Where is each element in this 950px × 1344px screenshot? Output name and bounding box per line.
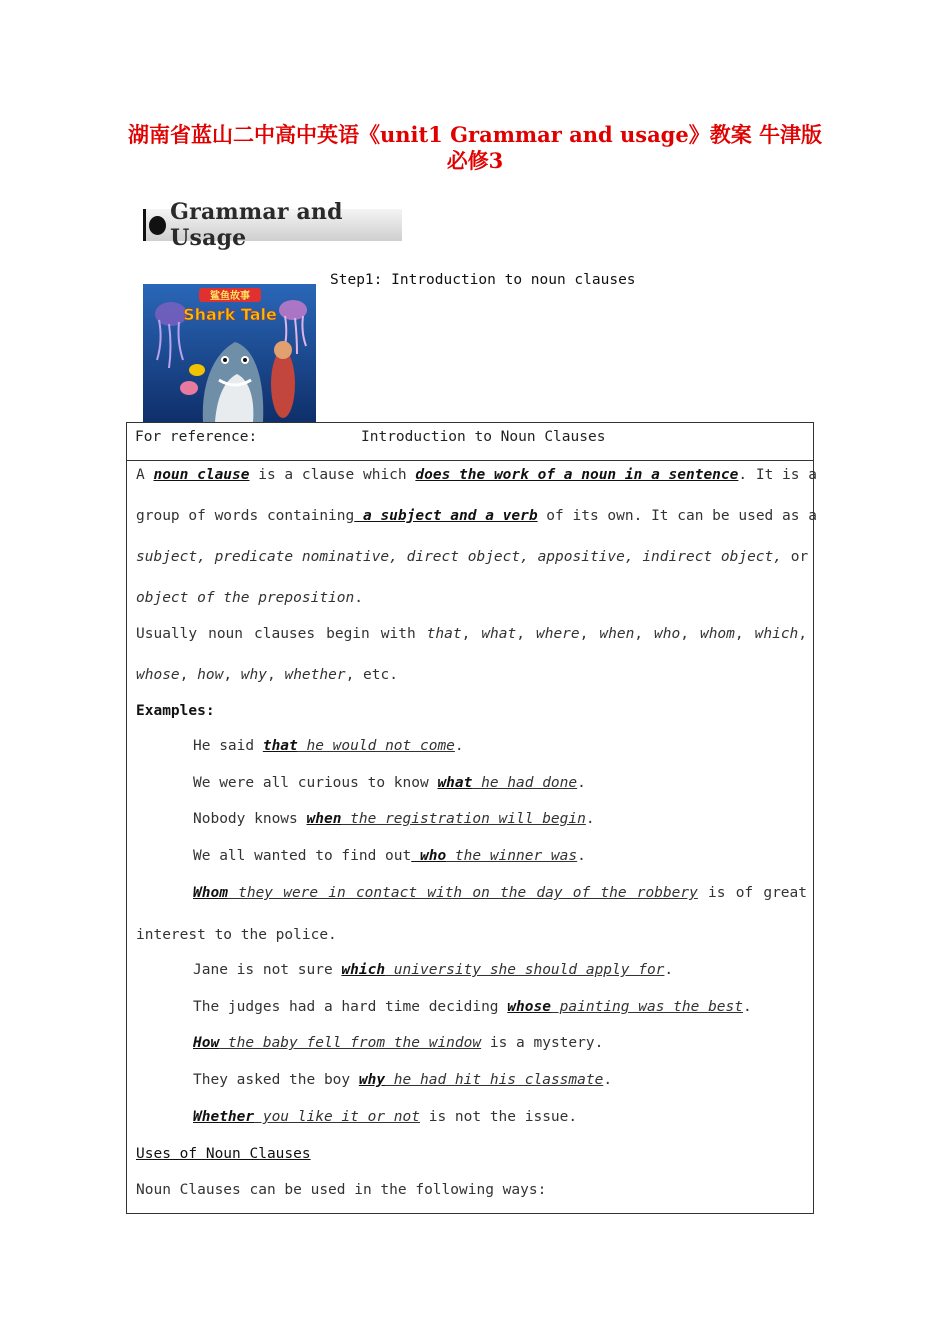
- comma: ,: [516, 626, 536, 642]
- example-6: [193, 999, 807, 1015]
- comma: ,: [634, 626, 655, 642]
- usually-line-1: [136, 626, 807, 642]
- def-text: group of words containing: [136, 508, 355, 524]
- def-text: .: [354, 590, 363, 606]
- example-3: [193, 848, 807, 864]
- word-whose: whose: [136, 667, 180, 683]
- example-clause: they were in contact with on the day of the robbery: [227, 885, 698, 901]
- example-1: [193, 775, 807, 791]
- example-text: is a mystery.: [481, 1035, 604, 1051]
- example-clause: the winner was: [446, 848, 578, 864]
- word-how: how: [197, 667, 224, 683]
- def-keyword-work-of-noun: does the work of a noun in a sentence: [415, 467, 739, 483]
- def-text: . It is a: [738, 467, 817, 483]
- example-0: [193, 738, 807, 754]
- comma: ,: [579, 626, 600, 642]
- example-text: Nobody knows: [193, 811, 307, 827]
- reference-header: [127, 423, 813, 461]
- example-text: He said: [193, 738, 263, 754]
- example-clause: he had done: [472, 775, 578, 791]
- def-text: A: [136, 467, 154, 483]
- document-title: [120, 122, 830, 174]
- example-text: is of great: [697, 885, 807, 901]
- example-text: is not the issue.: [419, 1109, 578, 1125]
- example-5: [193, 962, 807, 978]
- example-9: [193, 1109, 807, 1125]
- def-functions-list: subject, predicate nominative, direct object, appositive, indirect object,: [136, 549, 783, 565]
- word-that: that: [426, 626, 462, 642]
- def-keyword-noun-clause: noun clause: [153, 467, 250, 483]
- example-4-continuation: interest to the police.: [136, 927, 337, 943]
- example-keyword: that: [262, 738, 298, 754]
- step1-heading: Step1: Introduction to noun clauses: [330, 272, 636, 288]
- uses-title: Uses of Noun Clauses: [136, 1146, 311, 1162]
- def-text: of its own. It can be used as a: [537, 508, 817, 524]
- example-text: .: [743, 999, 752, 1015]
- comma: ,: [798, 626, 808, 642]
- comma: ,: [223, 667, 241, 683]
- reference-label: For reference:: [135, 429, 258, 445]
- shark-tale-poster: [143, 284, 316, 422]
- example-clause: you like it or not: [254, 1109, 420, 1125]
- example-8: [193, 1072, 807, 1088]
- word-who: who: [654, 626, 681, 642]
- word-why: why: [240, 667, 267, 683]
- comma: ,: [734, 626, 755, 642]
- word-which: which: [754, 626, 799, 642]
- word-whether: whether: [284, 667, 346, 683]
- example-text: .: [577, 848, 586, 864]
- example-keyword: when: [306, 811, 342, 827]
- example-keyword: whose: [507, 999, 551, 1015]
- example-text: The judges had a hard time deciding: [193, 999, 508, 1015]
- example-keyword: which: [341, 962, 386, 978]
- poster-caption-en: Shark Tale: [183, 305, 277, 324]
- uses-text: Noun Clauses can be used in the following ways:: [136, 1182, 547, 1198]
- poster-caption-cn: 鲨鱼故事: [210, 291, 250, 302]
- example-text: They asked the boy: [193, 1072, 359, 1088]
- example-7: [193, 1035, 807, 1051]
- example-keyword: what: [437, 775, 473, 791]
- reference-box: [126, 422, 817, 1214]
- example-clause: university she should apply for: [385, 962, 665, 978]
- example-keyword: How: [193, 1035, 220, 1051]
- example-keyword: why: [358, 1072, 386, 1088]
- usually-end: , etc.: [345, 667, 398, 683]
- example-text: .: [603, 1072, 613, 1088]
- example-keyword: Whom: [193, 885, 228, 901]
- def-object-of-preposition: object of the preposition: [136, 590, 355, 606]
- word-whom: whom: [699, 626, 735, 642]
- reference-title: Introduction to Noun Clauses: [361, 429, 606, 445]
- comma: ,: [461, 626, 482, 642]
- usually-line-2: [136, 667, 807, 683]
- example-2: [193, 811, 807, 827]
- word-when: when: [599, 626, 635, 642]
- example-text: Jane is not sure: [193, 962, 342, 978]
- example-clause: painting was the best: [550, 999, 743, 1015]
- shark-tale-poster-image: [143, 284, 316, 422]
- example-clause: the registration will begin: [341, 811, 586, 827]
- example-text: .: [577, 775, 586, 791]
- title-line-2: 必修3: [446, 148, 504, 173]
- title-line-1: 湖南省蓝山二中高中英语《unit1 Grammar and usage》教案 牛津版: [127, 122, 823, 147]
- example-clause: he would not come: [297, 738, 455, 754]
- bullet-dot-icon: [149, 216, 166, 235]
- comma: ,: [179, 667, 198, 683]
- definition-line-4: [136, 590, 807, 606]
- example-4: [193, 885, 807, 901]
- def-text: or: [782, 549, 809, 565]
- example-keyword: who: [411, 848, 447, 864]
- definition-line-2: [136, 508, 817, 524]
- examples-label: Examples:: [136, 703, 215, 719]
- word-where: where: [535, 626, 580, 642]
- example-text: .: [585, 811, 595, 827]
- example-text: .: [664, 962, 674, 978]
- example-text: We were all curious to know: [193, 775, 438, 791]
- example-keyword: Whether: [193, 1109, 255, 1125]
- banner-text: Grammar and Usage: [170, 199, 343, 251]
- definition-line-3: [136, 549, 807, 565]
- example-text: .: [454, 738, 464, 754]
- definition-line-1: [136, 467, 817, 483]
- def-keyword-subject-verb: a subject and a verb: [354, 508, 538, 524]
- example-clause: the baby fell from the window: [219, 1035, 482, 1051]
- grammar-usage-banner: [143, 199, 402, 251]
- def-text: is a clause which: [249, 467, 416, 483]
- example-text: We all wanted to find out: [193, 848, 412, 864]
- comma: ,: [267, 667, 285, 683]
- word-what: what: [481, 626, 517, 642]
- example-clause: he had hit his classmate: [385, 1072, 604, 1088]
- usually-text: Usually noun clauses begin with: [136, 626, 427, 642]
- comma: ,: [680, 626, 700, 642]
